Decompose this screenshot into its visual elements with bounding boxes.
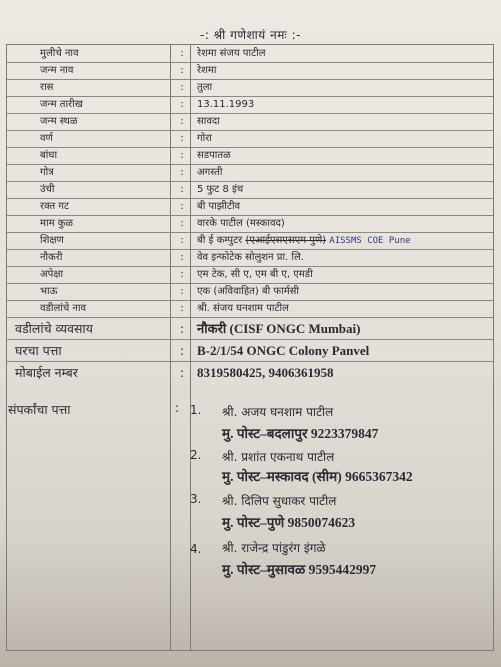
- contact-number: 2.: [190, 448, 202, 462]
- row-colon: :: [180, 201, 184, 212]
- contacts-colon: :: [175, 401, 180, 415]
- row-colon: :: [180, 99, 184, 110]
- struck-text: (एआईएसएसएम पुणे): [245, 235, 327, 246]
- row-label: घरचा पत्ता: [15, 343, 62, 358]
- row-label: शिक्षण: [40, 235, 64, 246]
- row-label: मोबाईल नम्बर: [15, 365, 78, 380]
- row-value: रेशमा संजय पाटील: [197, 48, 266, 59]
- table-row: [7, 62, 493, 80]
- row-colon: :: [180, 65, 184, 76]
- row-colon: :: [180, 286, 184, 297]
- contact-address: मु. पोस्ट–मुसावळ 9595442997: [222, 562, 377, 577]
- contact-address: मु. पोस्ट–बदलापुर 9223379847: [222, 426, 379, 441]
- row-value: वारके पाटील (मस्कावद): [197, 218, 285, 229]
- row-label: गोत्र: [40, 167, 54, 178]
- contact-number: 3.: [190, 492, 202, 506]
- table-row: [7, 300, 493, 318]
- row-value: B-2/1/54 ONGC Colony Panvel: [197, 343, 370, 358]
- row-value: 8319580425, 9406361958: [197, 365, 334, 380]
- row-value-education: [197, 233, 487, 249]
- page-heading: -: श्री गणेशायं नमः :-: [199, 28, 302, 42]
- row-value: अगस्ती: [197, 167, 223, 178]
- table-row: [7, 113, 493, 131]
- table-row: [7, 45, 493, 63]
- table-row: [7, 130, 493, 148]
- row-colon: :: [180, 184, 184, 195]
- contact-address: मु. पोस्ट–पुणे 9850074623: [222, 515, 356, 530]
- contact-name: श्री. दिलिप सुधाकर पाटील: [222, 494, 337, 508]
- contact-number: 1.: [190, 403, 202, 417]
- row-value: 5 फुट 8 इंच: [197, 184, 244, 195]
- table-row: [7, 164, 493, 182]
- row-label: रास: [40, 82, 54, 93]
- table-row: [7, 215, 493, 233]
- row-label: रक्त गट: [40, 201, 69, 212]
- row-colon: :: [180, 303, 184, 314]
- row-colon: :: [179, 321, 185, 336]
- row-value: एक (अविवाहित) बी फार्मसी: [197, 286, 300, 297]
- row-colon: :: [180, 235, 184, 246]
- row-label: जन्म नाव: [40, 65, 74, 76]
- handwritten-correction: AISSMS COE Pune: [329, 236, 411, 246]
- table-row: [7, 181, 493, 199]
- row-value: नौकरी (CISF ONGC Mumbai): [197, 321, 361, 336]
- row-colon: :: [179, 343, 185, 358]
- row-colon: :: [180, 82, 184, 93]
- row-colon: :: [180, 167, 184, 178]
- row-value: रेशमा: [197, 65, 217, 76]
- contact-address: मु. पोस्ट–मस्कावद (सीम) 9665367342: [222, 469, 413, 484]
- row-value: सडपातळ: [197, 150, 231, 161]
- contact-name: श्री. अजय घनशाम पाटील: [222, 405, 334, 419]
- table-row: [7, 249, 493, 267]
- row-value: एम टेक, सी ए, एम बी ए, एमडी: [197, 269, 313, 280]
- row-value: बी पाझीटीव: [197, 201, 241, 212]
- contact-number: 4.: [190, 542, 202, 556]
- row-label: उंची: [40, 184, 55, 195]
- table-row: [7, 283, 493, 301]
- table-row: [7, 266, 493, 284]
- row-label: वडीलांचे व्यवसाय: [15, 321, 93, 336]
- row-colon: :: [180, 116, 184, 127]
- table-row: [7, 232, 493, 250]
- table-row: [7, 96, 493, 114]
- row-colon: :: [180, 48, 184, 59]
- row-value: तुला: [197, 82, 213, 93]
- row-colon: :: [180, 150, 184, 161]
- row-label: भाऊ: [40, 286, 58, 297]
- row-label: माम कुळ: [40, 218, 74, 229]
- row-value: वेव इन्फोटेक सोलुशन प्रा. लि.: [197, 252, 304, 263]
- contacts-label: संपर्कांचा पत्ता: [8, 402, 71, 417]
- row-label: अपेक्षा: [40, 269, 64, 280]
- row-value: गोरा: [197, 133, 212, 144]
- row-label: नौकरी: [40, 252, 63, 263]
- row-label: जन्म स्थळ: [40, 116, 78, 127]
- table-row: [7, 318, 493, 340]
- education-text: बी ई कम्पुटर: [197, 235, 243, 246]
- row-colon: :: [180, 252, 184, 263]
- row-label: मुलीचे नाव: [40, 48, 79, 59]
- row-colon: :: [179, 365, 185, 380]
- table-row: [7, 362, 493, 383]
- table-row: [7, 79, 493, 97]
- contact-name: श्री. प्रशांत एकनाथ पाटील: [222, 450, 335, 464]
- row-label: वडीलांचे नाव: [40, 303, 87, 314]
- row-colon: :: [180, 133, 184, 144]
- row-label: जन्म तारीख: [40, 99, 83, 110]
- table-row: [7, 147, 493, 165]
- row-colon: :: [180, 218, 184, 229]
- table-row: [7, 198, 493, 216]
- row-value: श्री. संजय घनशाम पाटील: [197, 303, 289, 314]
- row-label: बांधा: [40, 150, 58, 161]
- row-label: वर्ण: [40, 133, 53, 144]
- row-colon: :: [180, 269, 184, 280]
- row-value: 13.11.1993: [197, 99, 255, 110]
- contact-name: श्री. राजेन्द्र पांडुरंग इंगळे: [222, 541, 326, 555]
- row-value: सावदा: [197, 116, 220, 127]
- table-row: [7, 340, 493, 362]
